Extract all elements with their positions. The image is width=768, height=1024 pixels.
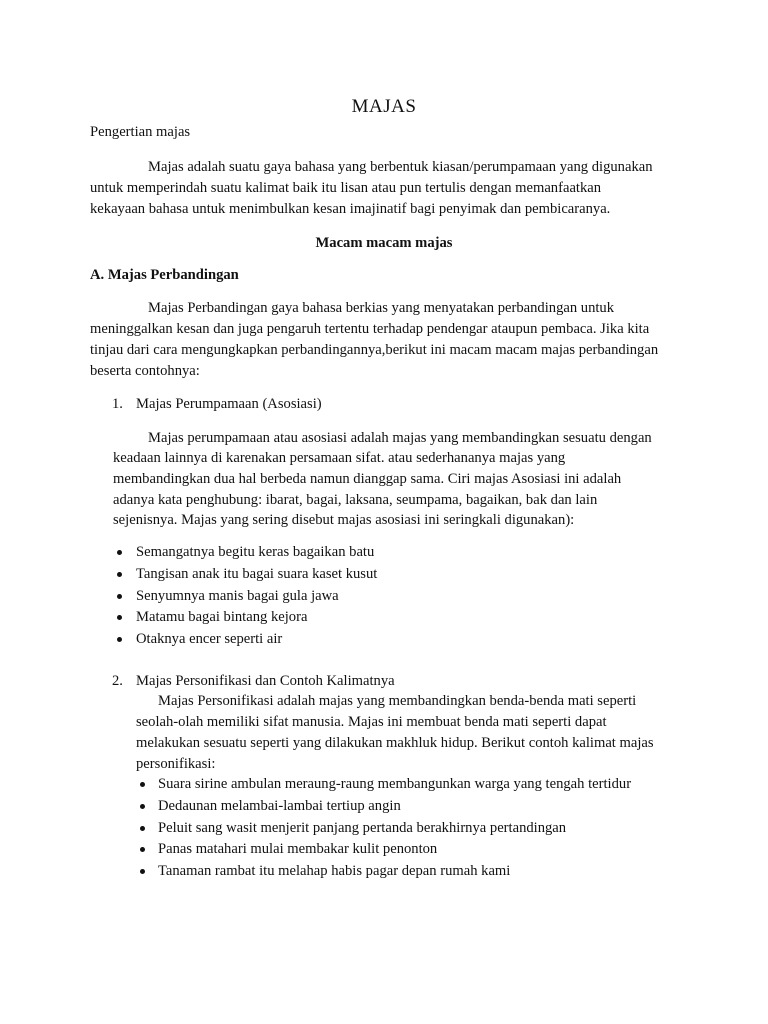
bullet-icon — [117, 572, 122, 577]
bullet-icon — [117, 637, 122, 642]
section-a-line-3: tinjau dari cara mengungkapkan perbandingannya,berikut ini macam macam majas perbandingan — [90, 342, 659, 358]
item-2-line-3: melakukan sesuatu seperti yang dilakukan makhluk hidup. Berikut contoh kalimat majas — [136, 735, 654, 751]
document-page: MAJAS Pengertian majas Majas adalah suatu gaya bahasa yang berbentuk kiasan/perumpamaan yang digunakan untuk memperindah suatu kalimat baik itu lisan atau pun tertulis dengan memanfaatkan kekayaan bahasa untuk menimbulkan kesan imajinatif bagi penyimak dan pembicaranya. Macam macam majas A. Majas Perbandingan Majas Perbandingan gaya bahasa berkias yang menyatakan perbandingan untuk meninggalkan kesan dan juga pengaruh tertentu terhadap pendengar ataupun pembaca. Jika kita tinjau dari cara mengungkapkan perbandingannya,berikut ini macam macam majas perbandingan beserta contohnya: 1. Majas Perumpamaan (Asosiasi) Majas perumpamaan atau asosiasi adalah majas yang membandingkan sesuatu dengan keadaan lainnya di karenakan persamaan sifat. atau sederhananya majas yang membandingkan dua hal berbeda namun dianggap sama. Ciri majas Asosiasi ini adalah adanya kata penghubung: ibarat, bagai, laksana, seumpama, bagaikan, bak dan lain sejenisnya. Majas yang sering disebut majas asosiasi ini seringkali digunakan): Semangatnya begitu keras bagaikan batu Tangisan anak itu bagai suara kaset kusut Senyumnya manis bagai gula jawa Matamu bagai bintang kejora Otaknya encer seperti air 2. Majas Personifikasi dan Contoh Kalimatnya Majas Personifikasi adalah majas yang membandingkan benda-benda mati seperti seolah-olah memiliki sifat manusia. Majas ini membuat benda mati seperti dapat melakukan sesuatu seperti yang dilakukan makhluk hidup. Berikut contoh kalimat majas personifikasi: Suara sirine ambulan meraung-raung membangunkan warga yang tengah tertidur Dedaunan melambai-lambai tertiup angin Peluit sang wasit menjerit panjang pertanda berakhirnya pertandingan Panas matahari mulai membakar kulit penonton Tanaman rambat itu melahap habis pagar depan rumah kami — [0, 0, 768, 1024]
bullet-icon — [140, 804, 145, 809]
item-1-line-1: Majas perumpamaan atau asosiasi adalah majas yang membandingkan sesuatu dengan — [148, 430, 652, 446]
section-a-line-4: beserta contohnya: — [90, 363, 200, 379]
section-a-line-1: Majas Perbandingan gaya bahasa berkias yang menyatakan perbandingan untuk — [148, 300, 615, 316]
document-title: MAJAS — [351, 96, 417, 117]
item-2-title: Majas Personifikasi dan Contoh Kalimatnya — [136, 673, 395, 689]
section-a-line-2: meninggalkan kesan dan juga pengaruh tertentu terhadap pendengar ataupun pembaca. Jika kita — [90, 321, 650, 337]
bullet-icon — [117, 615, 122, 620]
item-1-title: Majas Perumpamaan (Asosiasi) — [136, 396, 322, 412]
item-2-number: 2. — [112, 673, 123, 689]
item-2-line-1: Majas Personifikasi adalah majas yang membandingkan benda-benda mati seperti — [158, 693, 637, 709]
subtitle: Pengertian majas — [90, 124, 191, 140]
item-2-line-2: seolah-olah memiliki sifat manusia. Majas ini membuat benda mati seperti dapat — [136, 714, 607, 730]
intro-line-2: untuk memperindah suatu kalimat baik itu lisan atau pun tertulis dengan memanfaatkan — [90, 180, 602, 196]
bullet-icon — [140, 782, 145, 787]
item-2-line-4: personifikasi: — [136, 756, 216, 772]
section-heading: Macam macam majas — [315, 235, 453, 251]
bullet-icon — [140, 869, 145, 874]
item-1-line-3: membandingkan dua hal berbeda namun dianggap sama. Ciri majas Asosiasi ini adalah — [113, 471, 622, 487]
item-1-number: 1. — [112, 396, 123, 412]
item-1-line-5: sejenisnya. Majas yang sering disebut majas asosiasi ini seringkali digunakan): — [113, 512, 575, 528]
intro-line-3: kekayaan bahasa untuk menimbulkan kesan imajinatif bagi penyimak dan pembicaranya. — [90, 201, 611, 217]
section-a-heading: A. Majas Perbandingan — [90, 267, 239, 283]
intro-line-1: Majas adalah suatu gaya bahasa yang berbentuk kiasan/perumpamaan yang digunakan — [148, 159, 653, 175]
bullet-icon — [140, 847, 145, 852]
item-1-line-2: keadaan lainnya di karenakan persamaan sifat. atau sederhananya majas yang — [113, 450, 566, 466]
bullet-icon — [117, 550, 122, 555]
bullet-icon — [140, 826, 145, 831]
item-1-line-4: adanya kata penghubung: ibarat, bagai, laksana, seumpama, bagaikan, bak dan lain — [113, 492, 598, 508]
bullet-icon — [117, 594, 122, 599]
